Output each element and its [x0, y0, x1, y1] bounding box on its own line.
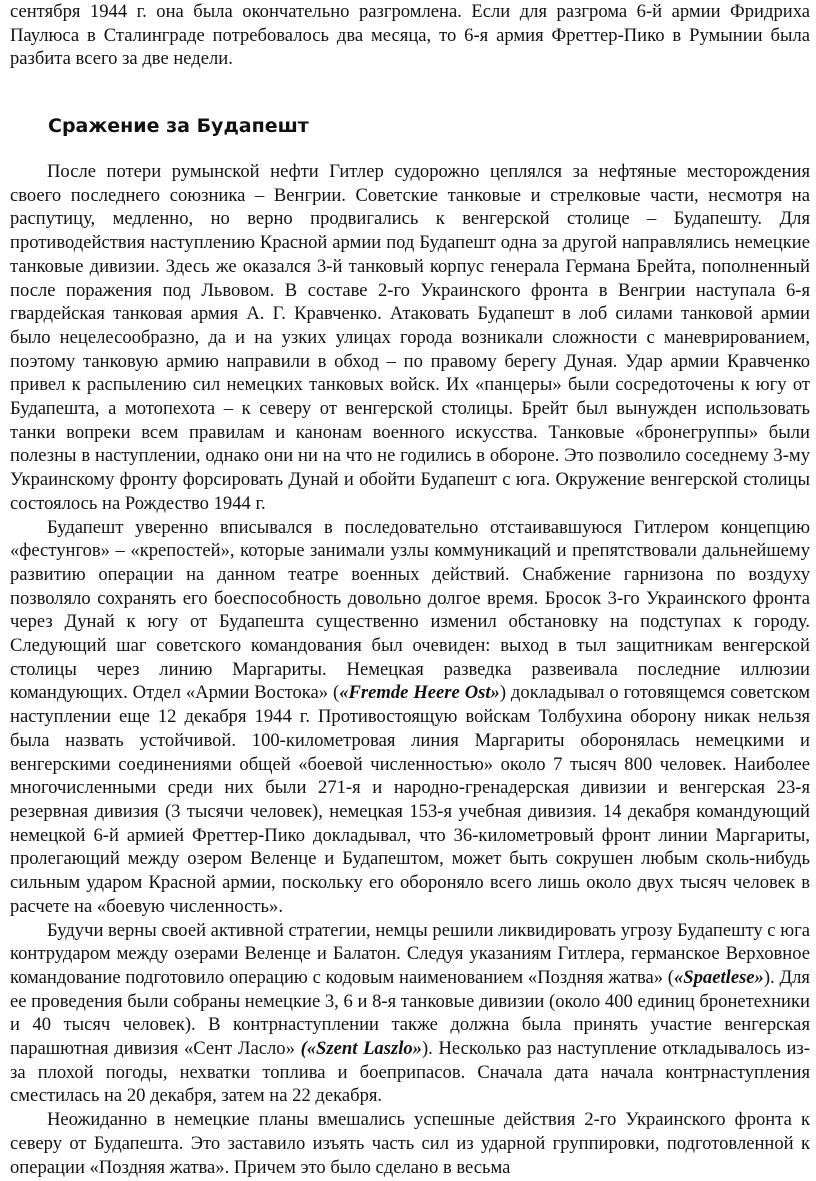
paragraph-2-part-a: Будапешт уверенно вписывался в последовательно отстаивавшуюся Гитлером концепцию «фестунгов» – «крепостей», которые занимали узлы коммуникаций и препятствовали дальнейшему развитию операции на данном театре военных действий. Снабжение гарнизона по воздуху позволяло сохранять его боеспособность довольно долгое время. Бросок 3-го Украинского фронта через Дунай к югу от Будапешта существенно изменил обстановку на подступах к городу. Следующий шаг советского командования был очевиден: выход в тыл защитникам венгерской столицы через линию Маргариты. Немецкая разведка развеивала последние иллюзии командующих. Отдел «Армии Востока» (	[10, 516, 810, 704]
foreign-term-fremde-heere-ost: «Fremde Heere Ost»	[339, 682, 500, 704]
intro-paragraph: сентября 1944 г. она была окончательно разгромлена. Если для разгрома 6-й армии Фридриха Паулюса в Сталинграде потребовалось два месяца, то 6-я армия Фреттер-Пико в Румынии была разбита всего за две недели.	[10, 1, 810, 70]
paragraph-2-part-b: ) докладывал о готовящемся советском наступлении еще 12 декабря 1944 г. Противостоящую войскам Толбухина оборону никак нельзя была назвать устойчивой. 100-километровая линия Маргариты оборонялась немецкими и венгерскими соединениями общей «боевой численностью» около 7 тысяч 800 человек. Наиболее многочисленными среди них были 271-я и народно-гренадерская дивизии и венгерская 23-я резервная дивизия (3 тысячи человек), немецкая 153-я учебная дивизия. 14 декабря командующий немецкой 6-й армией Фреттер-Пико докладывал, что 36-километровый фронт линии Маргариты, пролегающий между озером Веленце и Будапештом, может быть сокрушен любым сколь-нибудь сильным ударом Красной армии, поскольку его обороняло всего лишь около двух тысяч человек в расчете на «боевую численность».	[10, 682, 810, 917]
paragraph-3-part-a: Будучи верны своей активной стратегии, немцы решили ликвидировать угрозу Будапешту с юга контрударом между озерами Веленце и Балатон. Следуя указаниям Гитлера, германское Верховное командование подготовило операцию с кодовым наименованием «Поздняя жатва» (	[10, 919, 810, 988]
section-body	[10, 160, 810, 1179]
paragraph-4: Неожиданно в немецкие планы вмешались успешные действия 2-го Украинского фронта к северу от Будапешта. Это заставило изъять часть сил из ударной группировки, подготовленной к операции «Поздняя жатва». Причем это было сделано в весьма	[10, 1109, 810, 1178]
paragraph-3-part-b: ). Для ее проведения были собраны немецкие 3, 6 и 8-я танковые дивизии (около 400 единиц бронетехники и 40 тысяч человек). В контрнаступлении также должна была принять участие венгерская парашютная дивизия «Сент Ласло»	[10, 966, 810, 1060]
paragraph-3-part-c: ). Несколько раз наступление откладывалось из-за плохой погоды, нехватки топлива и боеприпасов. Сначала дата начала контрнаступления сместилась на 20 декабря, затем на 22 декабря.	[10, 1038, 810, 1107]
paragraph-3	[10, 919, 810, 1109]
foreign-term-spaetlese: «Spaetlese»	[674, 966, 764, 988]
paragraph-1: После потери румынской нефти Гитлер судорожно цеплялся за нефтяные месторождения своего последнего союзника – Венгрии. Советские танковые и стрелковые части, несмотря на распутицу, медленно, но верно продвигались к венгерской столице – Будапешту. Для противодействия наступлению Красной армии под Будапешт одна за другой направлялись немецкие танковые дивизии. Здесь же оказался 3-й танковый корпус генерала Германа Брейта, пополненный после поражения под Львовом. В составе 2-го Украинского фронта в Венгрии наступала 6-я гвардейская танковая армия А. Г. Кравченко. Атаковать Будапешт в лоб силами танковой армии было нецелесообразно, да и на узких улицах города возникали сложности с маневрированием, поэтому танковую армию направили в обход – по правому берегу Дуная. Удар армии Кравченко привел к распылению сил немецких танковых войск. Их «панцеры» были сосредоточены к югу от Будапешта, а мотопехота – к северу от венгерской столицы. Брейт был вынужден использовать танки вопреки всем правилам и канонам военного искусства. Танковые «бронегруппы» были полезны в наступлении, однако они ни на что не годились в обороне. Это позволило соседнему 3-му Украинскому фронту форсировать Дунай и обойти Будапешт с юга. Окружение венгерской столицы состоялось на Рождество 1944 г.	[10, 161, 810, 514]
paragraph-2	[10, 516, 810, 919]
foreign-term-szent-laszlo: («Szent Laszlo»	[300, 1038, 422, 1060]
section-heading: Сражение за Будапешт	[48, 115, 309, 137]
